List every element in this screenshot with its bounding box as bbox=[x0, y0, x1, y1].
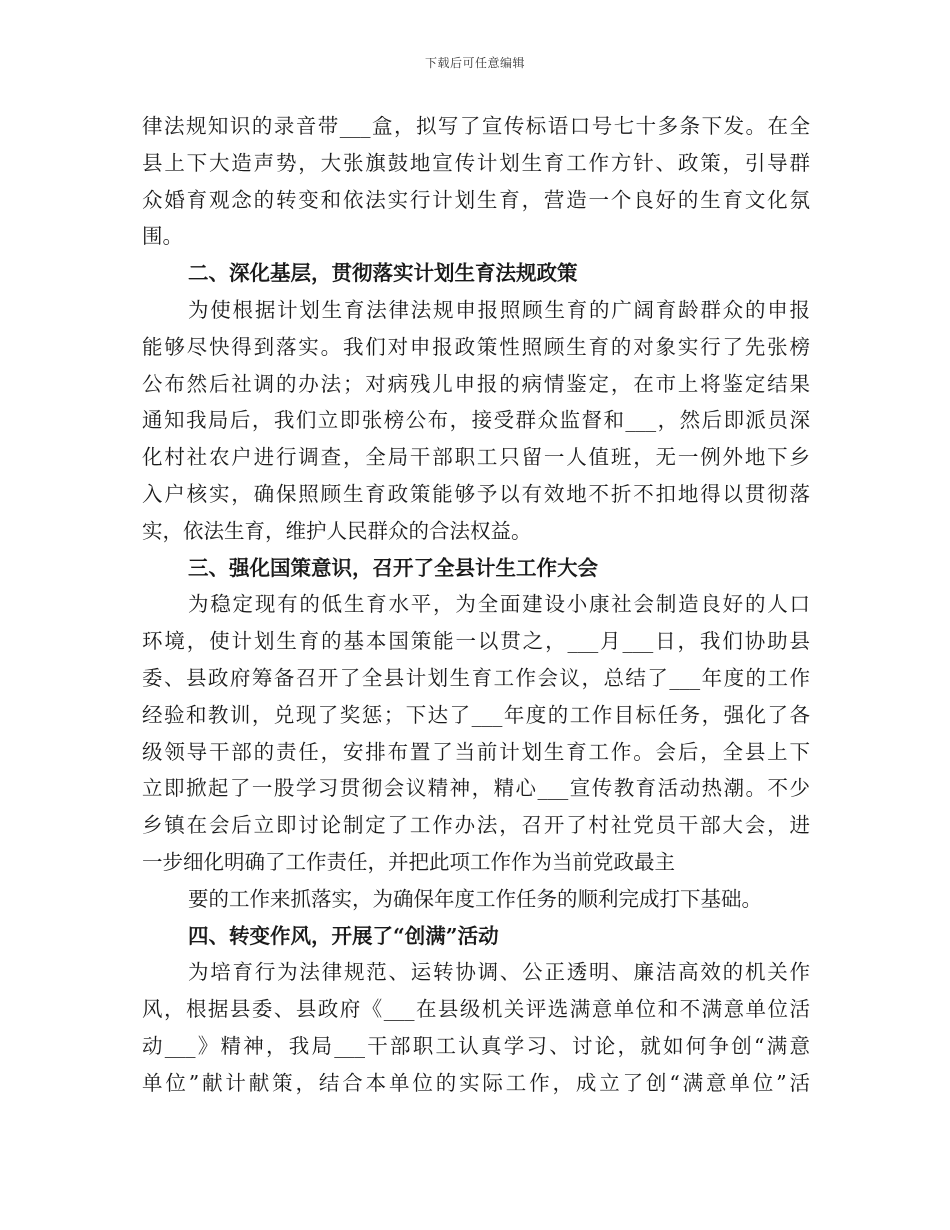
paragraph-last-line: 一步细化明确了工作责任，并把此项工作作为当前党政最主 bbox=[142, 849, 675, 874]
text-line: 动___》精神，我局___干部职工认真学习、讨论，就如何争创“满意 bbox=[142, 1033, 810, 1058]
section-heading: 三、强化国策意识，召开了全县计生工作大会 bbox=[188, 555, 598, 580]
paragraph-first-line: 为使根据计划生育法律法规申报照顾生育的广阔育龄群众的申报 bbox=[188, 297, 810, 322]
text-line: 级领导干部的责任，安排布置了当前计划生育工作。会后，全县上下 bbox=[142, 739, 810, 764]
text-line: 化村社农户进行调查，全局干部职工只留一人值班，无一例外地下乡 bbox=[142, 445, 810, 470]
text-line: 入户核实，确保照顾生育政策能够予以有效地不折不扣地得以贯彻落 bbox=[142, 481, 810, 506]
text-line: 众婚育观念的转变和依法实行计划生育，营造一个良好的生育文化氛 bbox=[142, 187, 810, 212]
paragraph-last-line: 实，依法生育，维护人民群众的合法权益。 bbox=[142, 518, 532, 543]
text-line: 县上下大造声势，大张旗鼓地宣传计划生育工作方针、政策，引导群 bbox=[142, 150, 810, 175]
text-line: 立即掀起了一股学习贯彻会议精神，精心___宣传教育活动热潮。不少 bbox=[142, 776, 810, 801]
section-heading: 四、转变作风，开展了“创满”活动 bbox=[188, 923, 499, 948]
section-heading: 二、深化基层，贯彻落实计划生育法规政策 bbox=[188, 261, 578, 286]
text-line: 风，根据县委、县政府《___在县级机关评选满意单位和不满意单位活 bbox=[142, 997, 810, 1022]
paragraph-first-line: 要的工作来抓落实，为确保年度工作任务的顺利完成打下基础。 bbox=[188, 886, 762, 911]
text-line: 能够尽快得到落实。我们对申报政策性照顾生育的对象实行了先张榜 bbox=[142, 334, 810, 359]
paragraph-first-line: 为培育行为法律规范、运转协调、公正透明、廉洁高效的机关作 bbox=[188, 960, 810, 985]
page-header: 下载后可任意编辑 bbox=[424, 56, 525, 70]
paragraph-first-line: 为稳定现有的低生育水平，为全面建设小康社会制造良好的人口 bbox=[188, 592, 810, 617]
text-line: 通知我局后，我们立即张榜公布，接受群众监督和___，然后即派员深 bbox=[142, 408, 810, 433]
text-line: 单位”献计献策，结合本单位的实际工作，成立了创“满意单位”活 bbox=[142, 1070, 810, 1095]
text-line: 乡镇在会后立即讨论制定了工作办法，召开了村社党员干部大会，进 bbox=[142, 813, 810, 838]
paragraph-last-line: 围。 bbox=[142, 224, 183, 249]
text-line: 经验和教训，兑现了奖惩；下达了___年度的工作目标任务，强化了各 bbox=[142, 702, 810, 727]
text-line: 委、县政府筹备召开了全县计划生育工作会议，总结了___年度的工作 bbox=[142, 665, 810, 690]
text-line: 律法规知识的录音带___盒，拟写了宣传标语口号七十多条下发。在全 bbox=[142, 114, 810, 138]
text-line: 环境，使计划生育的基本国策能一以贯之，___月___日，我们协助县 bbox=[142, 629, 810, 654]
document-body bbox=[142, 108, 810, 1102]
text-line: 公布然后社调的办法；对病残儿申报的病情鉴定，在市上将鉴定结果 bbox=[142, 371, 810, 396]
